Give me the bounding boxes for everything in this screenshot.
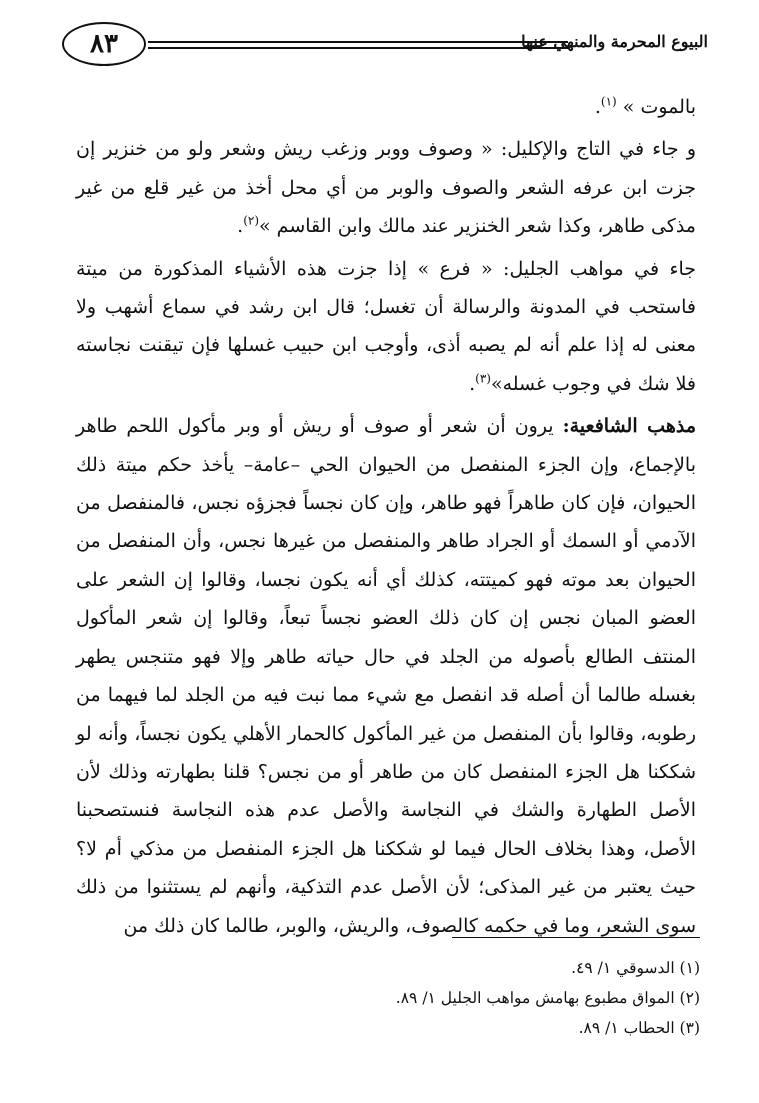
header-rule (148, 41, 568, 43)
running-title: البيوع المحرمة والمنهي عنها (521, 32, 708, 51)
footnote-separator (452, 937, 700, 938)
page-number: ٨٣ (62, 22, 146, 66)
paragraph-text: و جاء في التاج والإكليل: « وصوف ووبر وزغب ريش وشعر ولو من خنزير إن جزت ابن عرفه الشعر والصوف والوبر من أي محل أخذ من غير قلع من غير مذكى طاهر، وكذا شعر الخنزير عند مالك وابن القاسم » (76, 138, 696, 238)
footnote-ref[interactable]: (٣) (475, 371, 491, 386)
page-header (62, 22, 708, 76)
paragraph-tail: . (469, 372, 476, 395)
paragraph-text: يرون أن شعر أو صوف أو ريش أو وبر مأكول اللحم طاهر بالإجماع، وإن الجزء المنفصل من الحيوان الحي –عامة– يأخذ حكم ميتة ذلك الحيوان، فإن كان طاهراً فهو طاهر، وإن كان نجساً فجزؤه نجس، فالمنفصل من الآدمي أو السمك أو الجراد طاهر والمنفصل من غيرها نجس، وأن المنفصل من الحيوان بعد موته فهو كميتته، كذلك أي أنه يكون نجسا، وقالوا إن الشعر على العضو المبان نجس إن كان ذلك العضو نجساً تبعاً، وقالوا إن شعر المأكول المنتف الطالع بأصوله من الجلد في حال حياته طاهر وإلا فهو متنجس يطهر بغسله طالما أن أصله قد انفصل مع شيء مما نبت فيه من الجلد لما فيهما من رطوبه، وقالوا بأن المنفصل من غير المأكول كالحمار الأهلي يكون نجساً، وأنه لو شككنا هل الجزء المنفصل كان من طاهر أو من نجس؟ قلنا بطهارته وذلك لأن الأصل الطهارة والشك في النجاسة والأصل عدم هذه النجاسة فنستصحبنا الأصل، وهذا بخلاف الحال فيما لو شككنا هل الجزء المنفصل من مذكي أم لا؟ حيث يعتبر من غير المذكى؛ لأن الأصل عدم التذكية، وأنهم لم يستثنوا من ذلك سوى الشعر، وما في حكمه كالصوف، والريش، والوبر، طالما كان ذلك من (76, 415, 696, 937)
paragraph-tail: . (237, 215, 244, 238)
header-rule (148, 47, 568, 49)
footnote: (٢) المواق مطبوع بهامش مواهب الجليل ١/ ٨٩. (395, 989, 700, 1007)
footnote: (١) الدسوقي ١/ ٤٩. (571, 959, 700, 977)
paragraph-tail: . (594, 96, 601, 118)
footnote: (٣) الحطاب ١/ ٨٩. (578, 1019, 700, 1037)
footnote-ref[interactable]: (٢) (243, 213, 260, 228)
paragraph (76, 250, 696, 404)
footnote-ref[interactable]: (١) (600, 94, 617, 109)
body-text (76, 88, 696, 945)
paragraph-text: بالموت » (616, 96, 696, 118)
paragraph (76, 130, 696, 245)
paragraph (76, 88, 696, 126)
paragraph (76, 407, 696, 945)
paragraph-text: جاء في مواهب الجليل: « فرع » إذا جزت هذه الأشياء المذكورة من ميتة فاستحب في المدونة والرسالة أن تغسل؛ قال ابن رشد في سماع أشهب ولا معنى له إذا علم أنه لم يصبه أذى، وأوجب ابن حبيب غسلها فإن تيقنت نجاسته فلا شك في وجوب غسله» (76, 257, 696, 395)
footnotes (200, 953, 700, 1043)
paragraph-lead: مذهب الشافعية: (562, 415, 696, 438)
